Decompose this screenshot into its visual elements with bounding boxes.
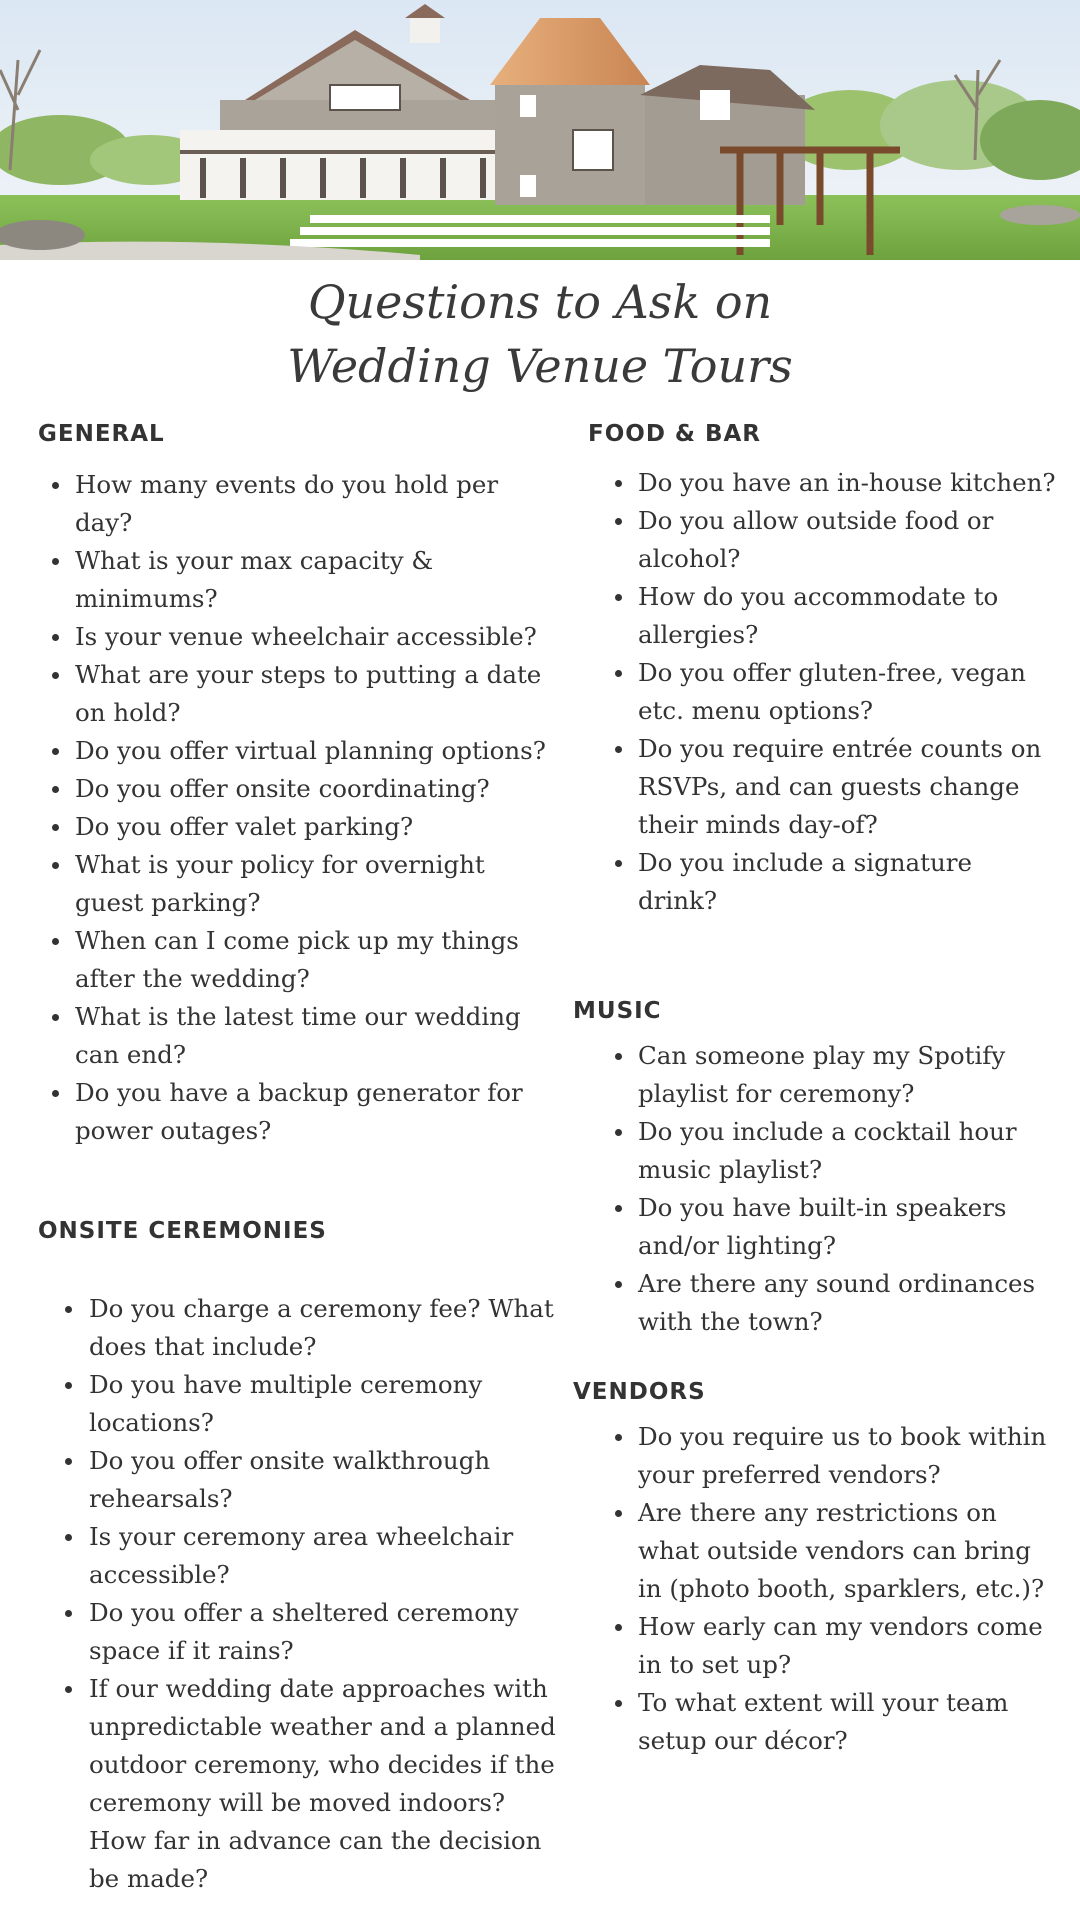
venue-photo xyxy=(0,0,1080,260)
list-item: Do you include a cocktail hour music playlist? xyxy=(573,1113,1058,1189)
list-item: Is your venue wheelchair accessible? xyxy=(38,618,558,656)
list-item: Do you offer onsite walkthrough rehearsals? xyxy=(38,1442,558,1518)
list-item: Do you offer valet parking? xyxy=(38,808,558,846)
general-questions-list xyxy=(38,466,558,1150)
section-heading-general: GENERAL xyxy=(38,421,165,447)
list-item: How do you accommodate to allergies? xyxy=(588,578,1058,654)
section-heading-music: MUSIC xyxy=(573,998,662,1024)
list-item: How many events do you hold per day? xyxy=(38,466,558,542)
list-item: Do you require us to book within your preferred vendors? xyxy=(573,1418,1058,1494)
section-vendors xyxy=(573,1378,1058,1760)
list-item: Do you have a backup generator for power outages? xyxy=(38,1074,558,1150)
vendor-questions-list xyxy=(573,1418,1058,1760)
list-item: Do you charge a ceremony fee? What does that include? xyxy=(38,1290,558,1366)
list-item: Do you offer gluten-free, vegan etc. menu options? xyxy=(588,654,1058,730)
food-questions-list xyxy=(588,464,1058,920)
list-item: Do you require entrée counts on RSVPs, and can guests change their minds day-of? xyxy=(588,730,1058,844)
list-item: Do you offer a sheltered ceremony space if it rains? xyxy=(38,1594,558,1670)
section-onsite-ceremonies xyxy=(38,1217,558,1898)
section-heading-vendors: VENDORS xyxy=(573,1379,706,1405)
list-item: Are there any sound ordinances with the town? xyxy=(573,1265,1058,1341)
list-item: Do you have built-in speakers and/or lighting? xyxy=(573,1189,1058,1265)
list-item: What is the latest time our wedding can end? xyxy=(38,998,558,1074)
list-item: Do you have an in-house kitchen? xyxy=(588,464,1058,502)
list-item: Are there any restrictions on what outside vendors can bring in (photo booth, sparklers, etc.)? xyxy=(573,1494,1058,1608)
list-item: What is your policy for overnight guest parking? xyxy=(38,846,558,922)
list-item: Do you include a signature drink? xyxy=(588,844,1058,920)
ceremony-questions-list xyxy=(38,1290,558,1898)
music-questions-list xyxy=(573,1037,1058,1341)
section-general xyxy=(38,420,558,1150)
list-item: Do you allow outside food or alcohol? xyxy=(588,502,1058,578)
section-heading-food: FOOD & BAR xyxy=(588,421,762,447)
page-title xyxy=(0,270,1080,398)
list-item: Do you have multiple ceremony locations? xyxy=(38,1366,558,1442)
list-item: What are your steps to putting a date on hold? xyxy=(38,656,558,732)
list-item: What is your max capacity & minimums? xyxy=(38,542,558,618)
list-item: When can I come pick up my things after the wedding? xyxy=(38,922,558,998)
section-food-bar xyxy=(588,420,1058,920)
title-line-2: Wedding Venue Tours xyxy=(287,339,793,393)
list-item: If our wedding date approaches with unpredictable weather and a planned outdoor ceremony, who decides if the ceremony will be moved indoors? How far in advance can the decision be made? xyxy=(38,1670,558,1898)
list-item: To what extent will your team setup our décor? xyxy=(573,1684,1058,1760)
list-item: Is your ceremony area wheelchair accessible? xyxy=(38,1518,558,1594)
list-item: Can someone play my Spotify playlist for ceremony? xyxy=(573,1037,1058,1113)
section-music xyxy=(573,997,1058,1341)
list-item: How early can my vendors come in to set up? xyxy=(573,1608,1058,1684)
title-line-1: Questions to Ask on xyxy=(307,275,773,329)
section-heading-ceremonies: ONSITE CEREMONIES xyxy=(38,1218,327,1244)
list-item: Do you offer virtual planning options? xyxy=(38,732,558,770)
list-item: Do you offer onsite coordinating? xyxy=(38,770,558,808)
